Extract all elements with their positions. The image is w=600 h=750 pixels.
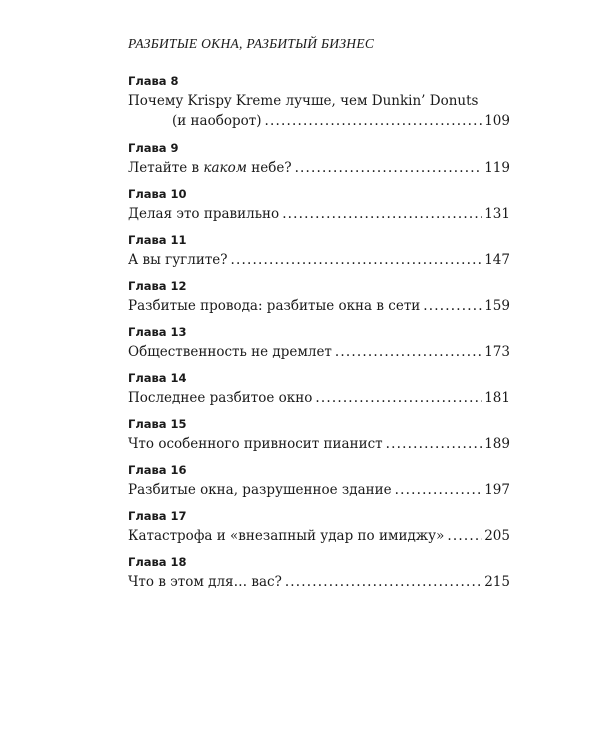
page-number: 109 <box>484 113 510 129</box>
chapter-title: Делая это правильно <box>128 206 280 222</box>
toc-title-line <box>128 572 510 592</box>
chapter-title: Общественность не дремлет <box>128 344 332 360</box>
chapter-title: Последнее разбитое окно <box>128 390 313 406</box>
toc-title-line <box>128 158 510 178</box>
toc-title-line <box>128 91 510 111</box>
toc-title-line <box>128 342 510 362</box>
page-number: 173 <box>484 344 510 360</box>
toc-title-line <box>128 434 510 454</box>
chapter-title-part: Летайте в <box>128 160 204 176</box>
toc-entry-chapter-17[interactable] <box>128 509 510 555</box>
chapter-title: Почему Krispy Kreme лучше, чем Dunkin’ Donuts <box>128 93 479 109</box>
page-number: 181 <box>484 390 510 406</box>
toc-title-line <box>128 480 510 500</box>
chapter-title-continued: (и наоборот) <box>172 113 262 129</box>
chapter-label: Глава 12 <box>128 279 187 293</box>
dot-leader <box>423 296 482 316</box>
dot-leader <box>265 111 483 131</box>
toc-entry-chapter-15[interactable] <box>128 417 510 463</box>
chapter-label: Глава 17 <box>128 509 187 523</box>
chapter-title: Что особенного привносит пианист <box>128 436 383 452</box>
toc-entry-chapter-14[interactable] <box>128 371 510 417</box>
dot-leader <box>231 250 483 270</box>
table-of-contents <box>128 74 510 601</box>
chapter-label: Глава 15 <box>128 417 187 431</box>
page-number: 119 <box>484 160 510 176</box>
toc-entry-chapter-12[interactable] <box>128 279 510 325</box>
toc-entry-chapter-13[interactable] <box>128 325 510 371</box>
chapter-label: Глава 11 <box>128 233 187 247</box>
toc-entry-chapter-16[interactable] <box>128 463 510 509</box>
chapter-title: А вы гуглите? <box>128 252 228 268</box>
chapter-title: Катастрофа и «внезапный удар по имиджу» <box>128 528 445 544</box>
chapter-label: Глава 13 <box>128 325 187 339</box>
toc-title-line <box>128 388 510 408</box>
chapter-title-part: небе? <box>246 160 292 176</box>
chapter-title: Разбитые окна, разрушенное здание <box>128 482 392 498</box>
chapter-label: Глава 18 <box>128 555 187 569</box>
page-number: 189 <box>484 436 510 452</box>
toc-title-line <box>128 296 510 316</box>
toc-title-line <box>128 204 510 224</box>
dot-leader <box>386 434 483 454</box>
chapter-label: Глава 16 <box>128 463 187 477</box>
page-number: 147 <box>484 252 510 268</box>
dot-leader <box>285 572 482 592</box>
page-number: 205 <box>484 528 510 544</box>
toc-entry-chapter-11[interactable] <box>128 233 510 279</box>
toc-entry-chapter-8[interactable] <box>128 74 510 141</box>
chapter-label: Глава 8 <box>128 74 179 88</box>
page-number: 131 <box>484 206 510 222</box>
toc-title-line <box>128 250 510 270</box>
page-number: 159 <box>484 298 510 314</box>
dot-leader <box>295 158 483 178</box>
chapter-label: Глава 14 <box>128 371 187 385</box>
toc-title-line <box>128 526 510 546</box>
page-number: 197 <box>484 482 510 498</box>
chapter-title-emphasis: каком <box>203 160 247 176</box>
chapter-title <box>128 158 292 178</box>
dot-leader <box>282 204 482 224</box>
dot-leader <box>335 342 482 362</box>
dot-leader <box>315 388 482 408</box>
dot-leader <box>447 526 482 546</box>
chapter-title: Что в этом для… вас? <box>128 574 282 590</box>
chapter-label: Глава 9 <box>128 141 179 155</box>
running-head: РАЗБИТЫЕ ОКНА, РАЗБИТЫЙ БИЗНЕС <box>128 36 375 51</box>
page-number: 215 <box>484 574 510 590</box>
dot-leader <box>395 480 483 500</box>
chapter-label: Глава 10 <box>128 187 187 201</box>
toc-entry-chapter-10[interactable] <box>128 187 510 233</box>
toc-entry-chapter-18[interactable] <box>128 555 510 601</box>
toc-title-line <box>128 111 510 131</box>
chapter-title: Разбитые провода: разбитые окна в сети <box>128 298 421 314</box>
toc-entry-chapter-9[interactable] <box>128 141 510 187</box>
